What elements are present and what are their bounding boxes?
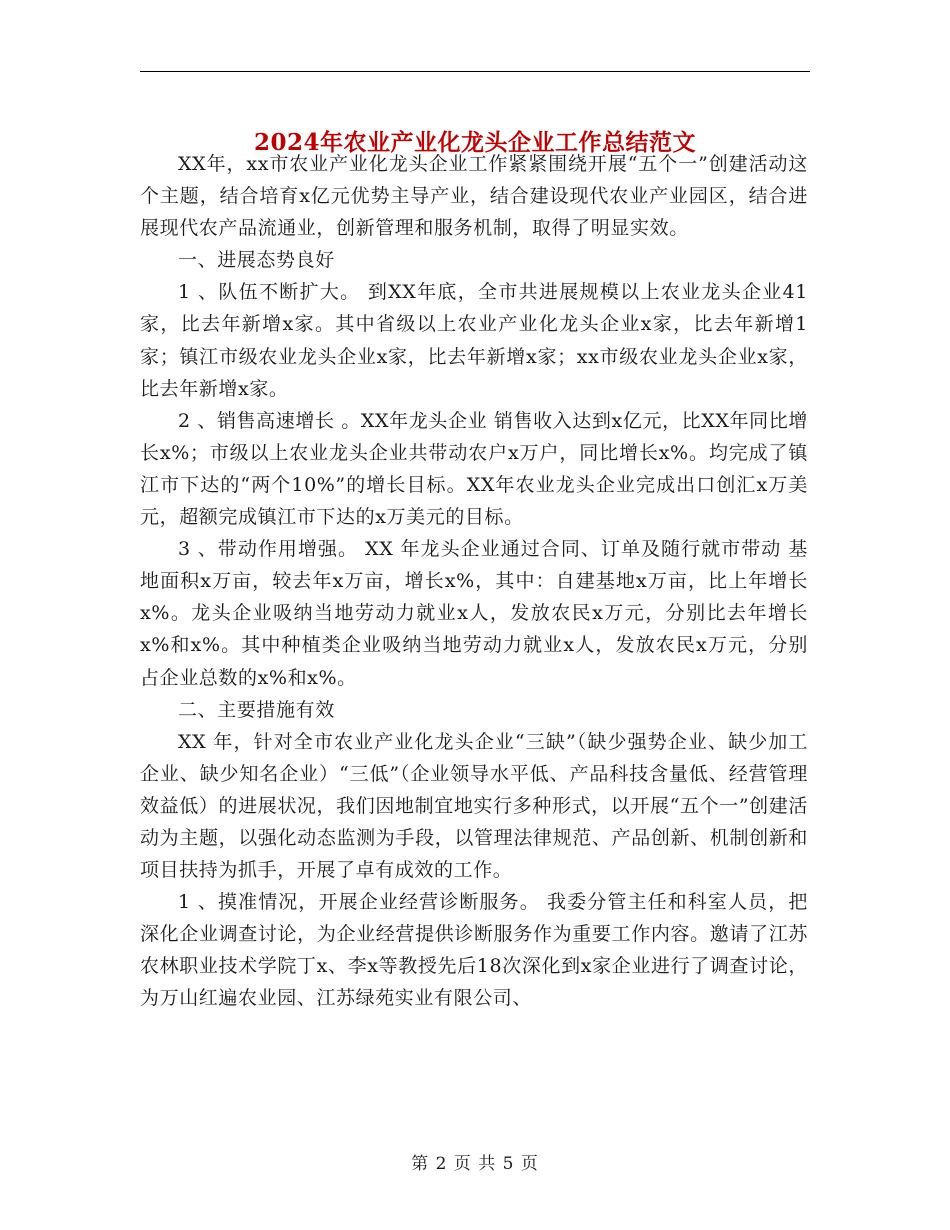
header-rule <box>140 71 810 72</box>
paragraph-1-3: 3 、带动作用增强。 XX 年龙头企业通过合同、订单及随行就市带动 基地面积x万亩，较去年x万亩，增长x%，其中：自建基地x万亩，比上年增长x%。龙头企业吸纳当地劳动力就业x人，发放农民x万元，分别比去年增长x%和x%。其中种植类企业吸纳当地劳动力就业x人，发放农民x万元，分别占企业总数的x%和x%。 <box>140 538 808 689</box>
paragraph-intro: XX年，xx市农业产业化龙头企业工作紧紧围绕开展“五个一”创建活动这个主题，结合培育x亿元优势主导产业，结合建设现代农业产业园区，结合进展现代农产品流通业，创新管理和服务机制，取得了明显实效。 <box>140 153 808 240</box>
section-heading-1: 一、进展态势良好 <box>178 249 335 272</box>
paragraph-2-1: 1 、摸准情况，开展企业经营诊断服务。 我委分管主任和科室人员，把深化企业调查讨论，为企业经营提供诊断服务作为重要工作内容。邀请了江苏农林职业技术学院丁x、李x等教授先后18次深化到x家企业进行了调查讨论，为万山红遍农业园、江苏绿苑实业有限公司、 <box>140 891 808 1010</box>
paragraph-1-2: 2 、销售高速增长 。XX年龙头企业 销售收入达到x亿元，比XX年同比增长x%；市级以上农业龙头企业共带动农户x万户，同比增长x%。均完成了镇江市下达的“两个10%”的增长目标。XX年农业龙头企业完成出口创汇x万美元，超额完成镇江市下达的x万美元的目标。 <box>140 409 808 529</box>
paragraph-2-intro: XX 年，针对全市农业产业化龙头企业“三缺”（缺少强势企业、缺少加工企业、缺少知名企业）“三低”（企业领导水平低、产品科技含量低、经营管理效益低）的进展状况，我们因地制宜地实行多种形式，以开展“五个一”创建活动为主题，以强化动态监测为手段，以管理法律规范、产品创新、机制创新和项目扶持为抓手，开展了卓有成效的工作。 <box>140 730 808 882</box>
document-body <box>140 148 808 1015</box>
document-title: 2024年农业产业化龙头企业工作总结范文 <box>253 129 696 157</box>
section-heading-2: 二、主要措施有效 <box>178 698 335 721</box>
paragraph-1-1: 1 、队伍不断扩大。 到XX年底，全市共进展规模以上农业龙头企业41家，比去年新增x家。其中省级以上农业产业化龙头企业x家，比去年新增1家；镇江市级农业龙头企业x家，比去年新增x家；xx市级农业龙头企业x家，比去年新增x家。 <box>140 281 808 400</box>
page-number: 第 2 页 共 5 页 <box>411 1154 539 1174</box>
